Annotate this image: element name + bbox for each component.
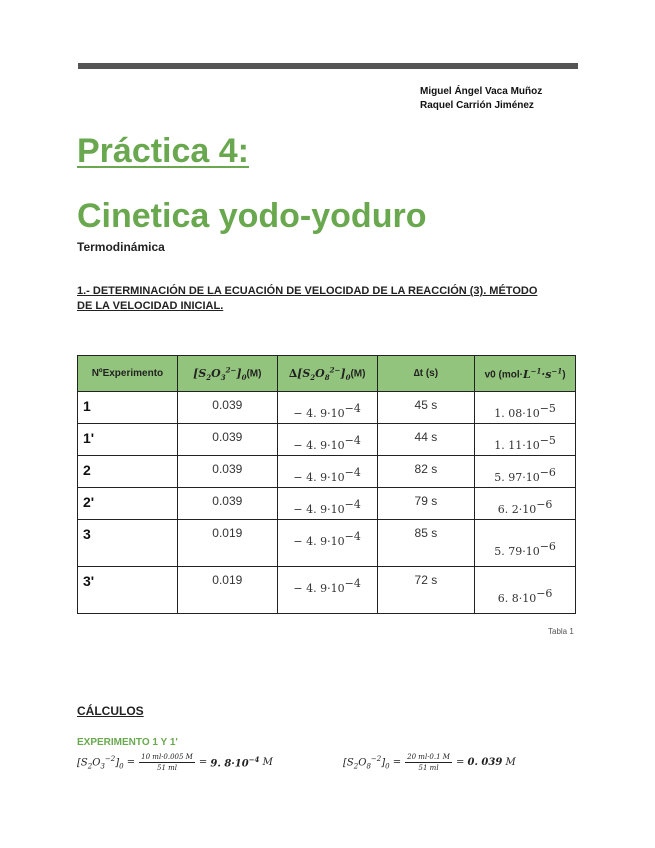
formula2-denominator: 51 ml — [418, 764, 439, 772]
v0-mantissa: 1. 08·10 — [494, 407, 540, 420]
v0-exponent: −6 — [536, 587, 553, 600]
header-delta-concentration: $\Delta[S_2O_8^{2-}]_0(M)$ — [277, 356, 377, 392]
table-row — [78, 488, 576, 520]
v0-exponent: −6 — [539, 540, 556, 553]
cell-experiment: 1' — [78, 424, 178, 456]
cell-v0 — [475, 424, 576, 456]
cell-delta-t: 85 s — [377, 520, 475, 567]
delta-exponent: −4 — [344, 577, 361, 590]
table-header-row — [78, 356, 576, 392]
cell-delta-concentration — [277, 488, 377, 520]
formula1-numerator: 10 ml·0.005 M — [141, 753, 193, 761]
cell-delta-t: 44 s — [377, 424, 475, 456]
cell-concentration: 0.039 — [177, 488, 277, 520]
formula2-numerator: 20 ml·0.1 M — [407, 753, 450, 761]
cell-experiment: 2' — [78, 488, 178, 520]
header-delta-t: ∆t (s) — [377, 356, 475, 392]
v0-exponent: −6 — [536, 498, 553, 511]
delta-exponent: −4 — [344, 498, 361, 511]
author-2: Raquel Carrión Jiménez — [420, 100, 534, 111]
table-row — [78, 520, 576, 567]
formula1-result: 9. 8·10 — [210, 758, 249, 770]
cell-delta-t: 45 s — [377, 392, 475, 424]
delta-exponent: −4 — [344, 466, 361, 479]
formula-thiosulfate: $[S_2O_3^{-2}]_0$ = $\frac{10 ml\cdot 0.005 M}{51 ml}$ = 9. $8\cdot 10^{-4}$ M — [77, 753, 273, 772]
cell-v0 — [475, 520, 576, 567]
course-name: Termodinámica — [77, 240, 165, 254]
table-row — [78, 424, 576, 456]
cell-v0 — [475, 567, 576, 614]
authors-block — [420, 85, 542, 113]
cell-concentration: 0.019 — [177, 520, 277, 567]
cell-delta-concentration — [277, 567, 377, 614]
table-caption: Tabla 1 — [548, 627, 574, 636]
v0-mantissa: 5. 79·10 — [494, 545, 540, 558]
delta-mantissa: − 4. 9·10 — [293, 503, 345, 516]
formula1-denominator: 51 ml — [157, 764, 178, 772]
delta-mantissa: − 4. 9·10 — [293, 439, 345, 452]
v0-exponent: −5 — [539, 434, 556, 447]
cell-delta-concentration — [277, 392, 377, 424]
delta-mantissa: − 4. 9·10 — [293, 407, 345, 420]
cell-concentration: 0.019 — [177, 567, 277, 614]
cell-concentration: 0.039 — [177, 392, 277, 424]
cell-delta-t: 79 s — [377, 488, 475, 520]
delta-mantissa: − 4. 9·10 — [293, 471, 345, 484]
document-subtitle: Cinetica yodo-yoduro — [77, 197, 427, 235]
cell-concentration: 0.039 — [177, 456, 277, 488]
section-heading: 1.- DETERMINACIÓN DE LA ECUACIÓN DE VELOCIDAD DE LA REACCIÓN (3). MÉTODO DE LA VELOCIDAD INICIAL. — [77, 285, 538, 312]
table-row — [78, 567, 576, 614]
experiment-heading: EXPERIMENTO 1 Y 1' — [77, 737, 178, 748]
cell-concentration: 0.039 — [177, 424, 277, 456]
cell-delta-concentration — [277, 456, 377, 488]
delta-mantissa: − 4. 9·10 — [293, 582, 345, 595]
header-experiment: NºExperimento — [78, 356, 178, 392]
header-v0: v0 $(mol\cdot L^{-1}\cdot s^{-1})$ — [475, 356, 576, 392]
formula2-result: 0. 039 — [467, 757, 503, 768]
cell-v0 — [475, 392, 576, 424]
delta-exponent: −4 — [344, 530, 361, 543]
v0-exponent: −5 — [539, 402, 556, 415]
v0-exponent: −6 — [539, 466, 556, 479]
cell-experiment: 3' — [78, 567, 178, 614]
v0-mantissa: 6. 2·10 — [497, 503, 537, 516]
formula-persulfate: $[S_2O_8^{-2}]_0$ = $\frac{20 ml\cdot 0.1 M}{51 ml}$ = 0. 039 M — [343, 753, 516, 772]
document-title: Práctica 4: — [77, 132, 249, 170]
cell-v0 — [475, 488, 576, 520]
cell-delta-t: 72 s — [377, 567, 475, 614]
results-table — [77, 355, 576, 614]
formula2-unit: M — [505, 757, 516, 768]
header-concentration: $[S_2O_3^{2-}]_0(M)$ — [177, 356, 277, 392]
cell-v0 — [475, 456, 576, 488]
cell-delta-t: 82 s — [377, 456, 475, 488]
v0-mantissa: 6. 8·10 — [497, 592, 537, 605]
cell-delta-concentration — [277, 424, 377, 456]
cell-delta-concentration — [277, 520, 377, 567]
table-row — [78, 392, 576, 424]
v0-mantissa: 5. 97·10 — [494, 471, 540, 484]
table-row — [78, 456, 576, 488]
formula1-result-exponent: −4 — [248, 755, 260, 765]
calculations-heading: CÁLCULOS — [77, 704, 144, 718]
cell-experiment: 2 — [78, 456, 178, 488]
formula1-unit: M — [262, 757, 273, 768]
delta-exponent: −4 — [344, 402, 361, 415]
cell-experiment: 3 — [78, 520, 178, 567]
delta-mantissa: − 4. 9·10 — [293, 535, 345, 548]
top-rule — [78, 63, 578, 69]
v0-mantissa: 1. 11·10 — [494, 439, 540, 452]
author-1: Miguel Ángel Vaca Muñoz — [420, 86, 543, 97]
cell-experiment: 1 — [78, 392, 178, 424]
delta-exponent: −4 — [344, 434, 361, 447]
